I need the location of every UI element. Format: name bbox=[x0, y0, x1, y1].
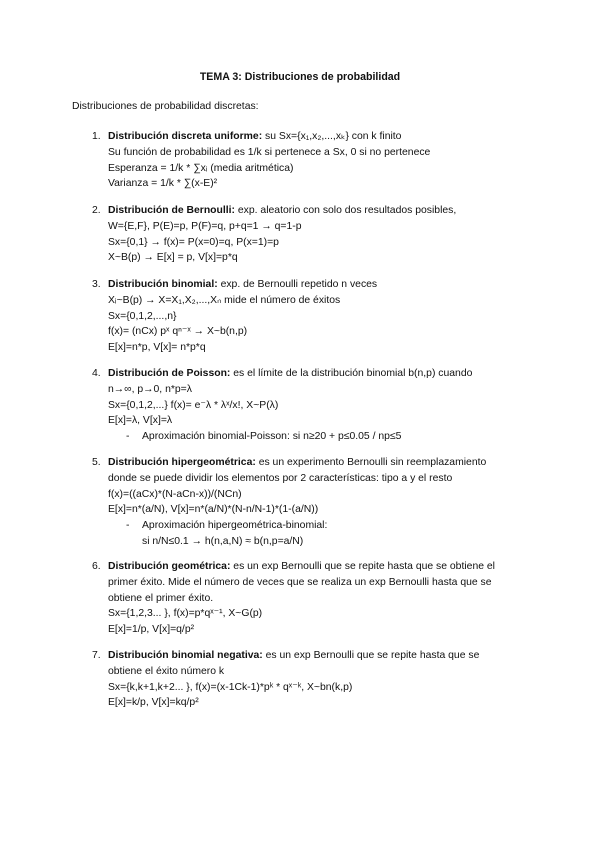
section-heading: Distribución hipergeométrica: bbox=[108, 457, 256, 468]
section-number: 4. bbox=[92, 368, 101, 379]
section-line: Varianza = 1/k * ∑(x-E)² bbox=[108, 178, 218, 190]
section-line: E[x]=n*p, V[x]= n*p*q bbox=[108, 342, 206, 354]
section-heading: Distribución binomial: bbox=[108, 279, 218, 290]
section-line: Sx={0,1,2,...} f(x)= e⁻λ * λˣ/x!, X~P(λ) bbox=[108, 399, 279, 411]
section-line: Esperanza = 1/k * ∑xᵢ (media aritmética) bbox=[108, 162, 294, 174]
section-line: Sx={k,k+1,k+2... }, f(x)=(x-1Ck-1)*pᵏ * qˣ⁻ᵏ, X~bn(k,p) bbox=[108, 681, 353, 693]
bullet-dash: - bbox=[126, 431, 130, 443]
section-line: Su función de probabilidad es 1/k si pertenece a Sx, 0 si no pertenece bbox=[108, 146, 431, 158]
section-heading: Distribución geométrica: bbox=[108, 561, 231, 572]
section-line: Sx={0,1} → f(x)= P(x=0)=q, P(x=1)=p bbox=[108, 236, 279, 248]
section-heading: Distribución de Bernoulli: bbox=[108, 205, 236, 216]
section-heading: Distribución binomial negativa: bbox=[108, 650, 263, 661]
sub-bullet-text: si n/N≤0.1 → h(n,a,N) ≈ b(n,p=a/N) bbox=[142, 535, 304, 547]
section-line: Sx={0,1,2,...,n} bbox=[108, 310, 177, 322]
section-lead: es un exp Bernoulli que se repite hasta que se bbox=[262, 650, 480, 661]
section-number: 3. bbox=[92, 279, 101, 290]
bullet-dash: - bbox=[126, 520, 130, 532]
section-line: E[x]=λ, V[x]=λ bbox=[108, 415, 173, 427]
section-heading: Distribución de Poisson: bbox=[108, 368, 231, 379]
section-line: E[x]=1/p, V[x]=q/p² bbox=[108, 624, 195, 636]
section-line: Xᵢ~B(p) → X=X₁,X₂,...,Xₙ mide el número de éxitos bbox=[108, 294, 341, 306]
section-line: f(x)=((aCx)*(N-aCn-x))/(NCn) bbox=[108, 488, 242, 500]
section-lead: es un exp Bernoulli que se repite hasta que se obtiene el bbox=[230, 561, 495, 572]
section-lead: es un experimento Bernoulli sin reemplazamiento bbox=[255, 457, 487, 468]
section-heading: Distribución discreta uniforme: bbox=[108, 131, 263, 142]
document-title: TEMA 3: Distribuciones de probabilidad bbox=[199, 71, 401, 83]
section-line: E[x]=n*(a/N), V[x]=n*(a/N)*(N-n/N-1)*(1-(a/N)) bbox=[108, 504, 319, 516]
section-line: obtiene el éxito número k bbox=[108, 665, 225, 677]
sub-bullet-text: Aproximación hipergeométrica-binomial: bbox=[142, 520, 328, 532]
section-line: primer éxito. Mide el número de veces que se realiza un exp Bernoulli hasta que se bbox=[108, 576, 492, 588]
section-lead: su Sx={x₁,x₂,...,xₖ} con k finito bbox=[262, 131, 402, 142]
section-lead: exp. aleatorio con solo dos resultados posibles, bbox=[235, 205, 457, 216]
section-line: E[x]=k/p, V[x]=kq/p² bbox=[108, 697, 199, 709]
section-lead: es el límite de la distribución binomial b(n,p) cuando bbox=[230, 368, 473, 379]
section-lead: exp. de Bernoulli repetido n veces bbox=[217, 279, 378, 290]
sub-bullet bbox=[108, 518, 578, 534]
section-number: 1. bbox=[92, 131, 101, 142]
sub-bullet bbox=[108, 429, 578, 445]
section-line: X~B(p) → E[x] = p, V[x]=p*q bbox=[108, 252, 238, 264]
section-number: 6. bbox=[92, 561, 101, 572]
section-number: 7. bbox=[92, 650, 101, 661]
intro-text: Distribuciones de probabilidad discretas: bbox=[72, 101, 259, 112]
section-line: obtiene el primer éxito. bbox=[108, 592, 214, 604]
section-line: n→∞, p→0, n*p=λ bbox=[108, 383, 192, 395]
section-number: 2. bbox=[92, 205, 101, 216]
section-line: W={E,F}, P(E)=p, P(F)=q, p+q=1 → q=1-p bbox=[108, 220, 302, 232]
section-line: f(x)= (nCx) pˣ qⁿ⁻ˣ → X~b(n,p) bbox=[108, 326, 248, 338]
sub-bullet bbox=[108, 534, 578, 550]
section-line: donde se puede dividir los elementos por 2 características: tipo a y el resto bbox=[108, 472, 453, 484]
sub-bullet-text: Aproximación binomial-Poisson: si n≥20 + p≤0.05 / np≤5 bbox=[142, 431, 402, 443]
section-number: 5. bbox=[92, 457, 101, 468]
section-line: Sx={1,2,3... }, f(x)=p*qˣ⁻¹, X~G(p) bbox=[108, 608, 263, 620]
